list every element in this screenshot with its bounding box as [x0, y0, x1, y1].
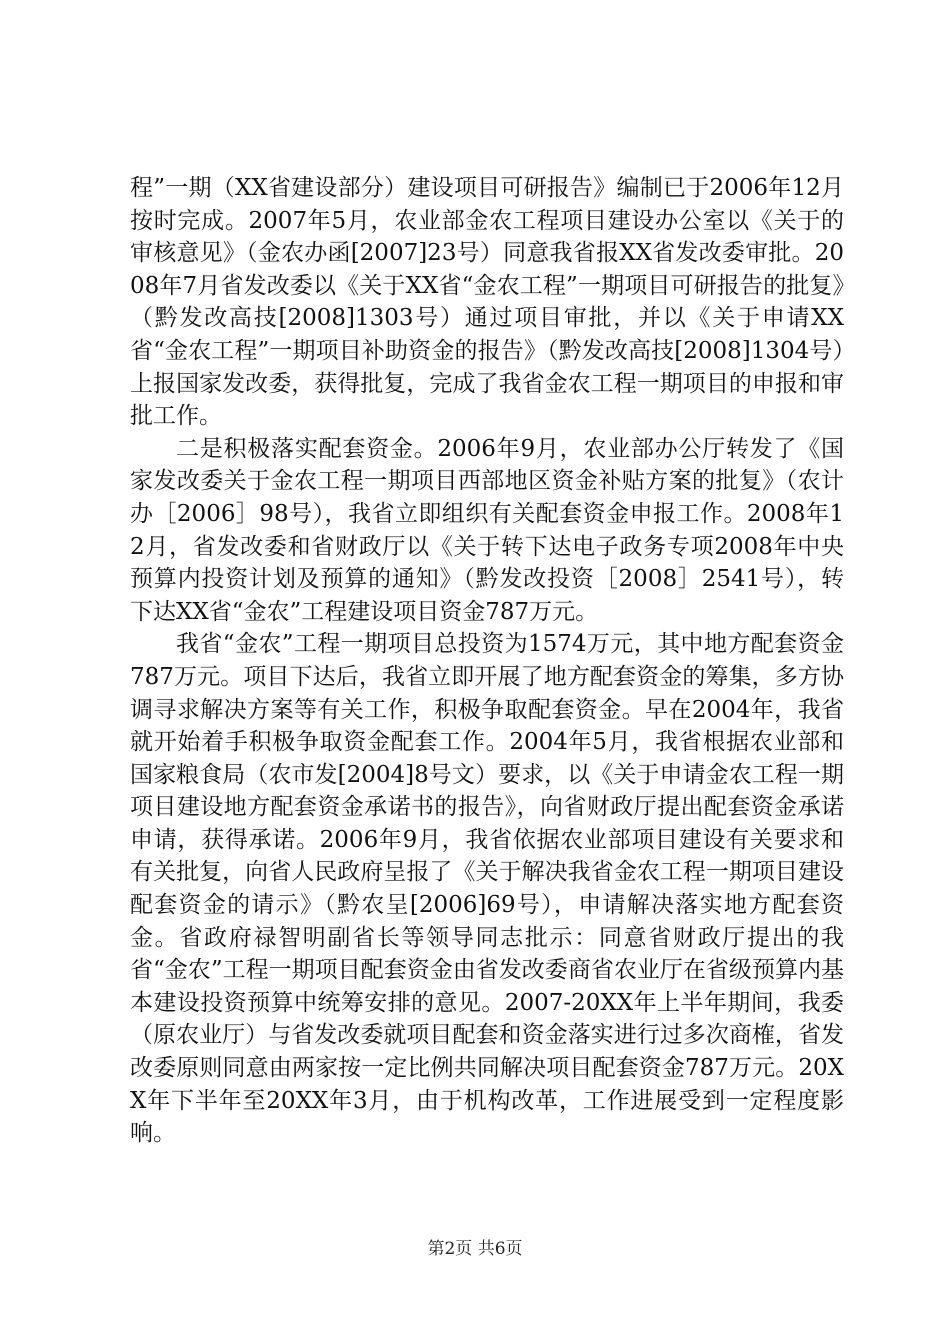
paragraph-project-approval: 程”一期（XX省建设部分）建设项目可研报告》编制已于2006年12月按时完成。2007年5月，农业部金农工程项目建设办公室以《关于的审核意见》（金农办函[2007]23号）同意我省报XX省发改委审批。2008年7月省发改委以《关于XX省“金农工程”一期项目可研报告的批复》（黔发改高技[2008]1303号）通过项目审批，并以《关于申请XX省“金农工程”一期项目补助资金的报告》（黔发改高技[2008]1304号）上报国家发改委，获得批复，完成了我省金农工程一期项目的申报和审批工作。: [130, 175, 844, 430]
document-body: [130, 172, 844, 1150]
page-number-footer: 第2页 共6页: [427, 1239, 523, 1259]
paragraph-matching-funds: 二是积极落实配套资金。2006年9月，农业部办公厅转发了《国家发改委关于金农工程一期项目西部地区资金补贴方案的批复》（农计办［2006］98号），我省立即组织有关配套资金申报工作。2008年12月，省发改委和省财政厅以《关于转下达电子政务专项2008年中央预算内投资计划及预算的通知》（黔发改投资［2008］2541号），转下达XX省“金农”工程建设项目资金787万元。: [130, 435, 844, 625]
paragraph-investment-details: 我省“金农”工程一期项目总投资为1574万元，其中地方配套资金787万元。项目下达后，我省立即开展了地方配套资金的筹集，多方协调寻求解决方案等有关工作，积极争取配套资金。早在2004年，我省就开始着手积极争取资金配套工作。2004年5月，我省根据农业部和国家粮食局（农市发[2004]8号文）要求，以《关于申请金农工程一期项目建设地方配套资金承诺书的报告》，向省财政厅提出配套资金承诺申请，获得承诺。2006年9月，我省依据农业部项目建设有关要求和有关批复，向省人民政府呈报了《关于解决我省金农工程一期项目建设配套资金的请示》（黔农呈[2006]69号），申请解决落实地方配套资金。省政府禄智明副省长等领导同志批示：同意省财政厅提出的我省“金农”工程一期项目配套资金由省发改委商省农业厅在省级预算内基本建设投资预算中统筹安排的意见。2007-20XX年上半年期间，我委（原农业厅）与省发改委就项目配套和资金落实进行过多次商榷，省发改委原则同意由两家按一定比例共同解决项目配套资金787万元。20XX年下半年至20XX年3月，由于机构改革，工作进展受到一定程度影响。: [130, 631, 844, 1147]
